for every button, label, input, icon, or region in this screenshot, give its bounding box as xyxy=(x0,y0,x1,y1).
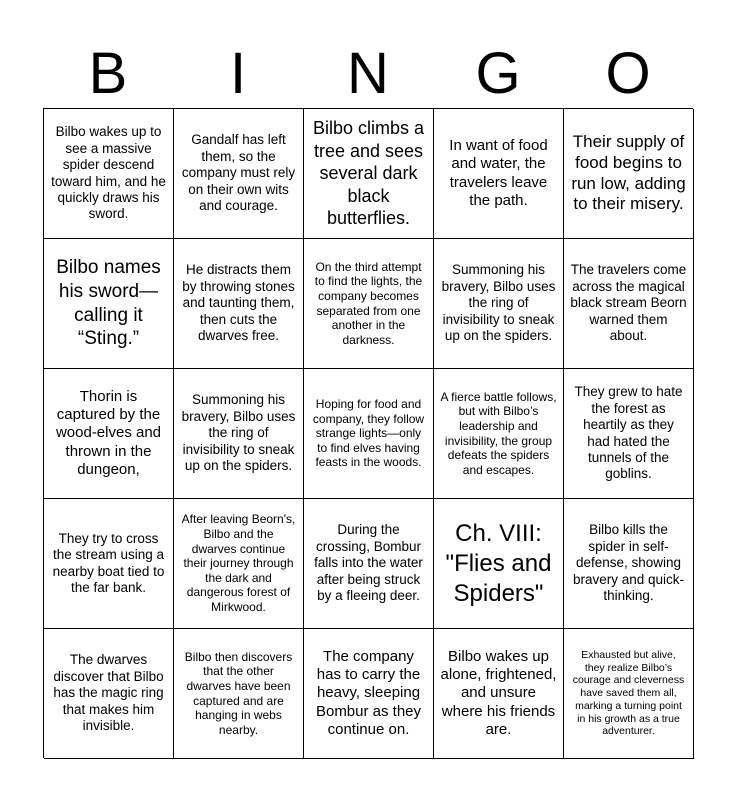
bingo-cell[interactable]: He distracts them by throwing stones and taunting them, then cuts the dwarves free. xyxy=(174,239,304,369)
bingo-cell[interactable]: In want of food and water, the travelers leave the path. xyxy=(434,109,564,239)
bingo-cell[interactable]: Thorin is captured by the wood-elves and thrown in the dungeon, xyxy=(44,369,174,499)
bingo-cell[interactable]: The travelers come across the magical black stream Beorn warned them about. xyxy=(564,239,694,369)
bingo-cell[interactable]: Bilbo kills the spider in self-defense, showing bravery and quick-thinking. xyxy=(564,499,694,629)
bingo-cell[interactable]: Bilbo then discovers that the other dwarves have been captured and are hanging in webs nearby. xyxy=(174,629,304,759)
bingo-cell[interactable]: Their supply of food begins to run low, adding to their misery. xyxy=(564,109,694,239)
bingo-cell[interactable]: The dwarves discover that Bilbo has the magic ring that makes him invisible. xyxy=(44,629,174,759)
bingo-grid xyxy=(43,108,693,758)
bingo-header xyxy=(43,40,693,108)
bingo-cell[interactable]: During the crossing, Bombur falls into the water after being struck by a fleeing deer. xyxy=(304,499,434,629)
bingo-cell[interactable]: A fierce battle follows, but with Bilbo’s leadership and invisibility, the group defeats the spiders and escapes. xyxy=(434,369,564,499)
bingo-cell[interactable]: After leaving Beorn's, Bilbo and the dwarves continue their journey through the dark and dangerous forest of Mirkwood. xyxy=(174,499,304,629)
bingo-free-cell[interactable]: Ch. VIII: "Flies and Spiders" xyxy=(434,499,564,629)
header-letter-o: O xyxy=(605,41,651,106)
header-letter-i: I xyxy=(229,41,247,106)
header-letter-b: B xyxy=(88,41,128,106)
bingo-cell[interactable]: Bilbo wakes up to see a massive spider descend toward him, and he quickly draws his sword. xyxy=(44,109,174,239)
bingo-cell[interactable]: Bilbo climbs a tree and sees several dark black butterflies. xyxy=(304,109,434,239)
bingo-cell[interactable]: They grew to hate the forest as heartily as they had hated the tunnels of the goblins. xyxy=(564,369,694,499)
bingo-cell[interactable]: On the third attempt to find the lights, the company becomes separated from one another in the darkness. xyxy=(304,239,434,369)
header-letter-n: N xyxy=(347,41,389,106)
bingo-cell[interactable]: Hoping for food and company, they follow strange lights—only to find elves having feasts in the woods. xyxy=(304,369,434,499)
bingo-cell[interactable]: Bilbo wakes up alone, frightened, and unsure where his friends are. xyxy=(434,629,564,759)
header-letter-g: G xyxy=(475,41,521,106)
bingo-cell[interactable]: Bilbo names his sword—calling it “Sting.” xyxy=(44,239,174,369)
bingo-cell[interactable]: Summoning his bravery, Bilbo uses the ring of invisibility to sneak up on the spiders. xyxy=(174,369,304,499)
bingo-cell[interactable]: The company has to carry the heavy, sleeping Bombur as they continue on. xyxy=(304,629,434,759)
bingo-cell[interactable]: Exhausted but alive, they realize Bilbo’s courage and cleverness have saved them all, marking a turning point in his growth as a true adventurer. xyxy=(564,629,694,759)
bingo-cell[interactable]: They try to cross the stream using a nearby boat tied to the far bank. xyxy=(44,499,174,629)
bingo-cell[interactable]: Summoning his bravery, Bilbo uses the ring of invisibility to sneak up on the spiders. xyxy=(434,239,564,369)
bingo-cell[interactable]: Gandalf has left them, so the company must rely on their own wits and courage. xyxy=(174,109,304,239)
